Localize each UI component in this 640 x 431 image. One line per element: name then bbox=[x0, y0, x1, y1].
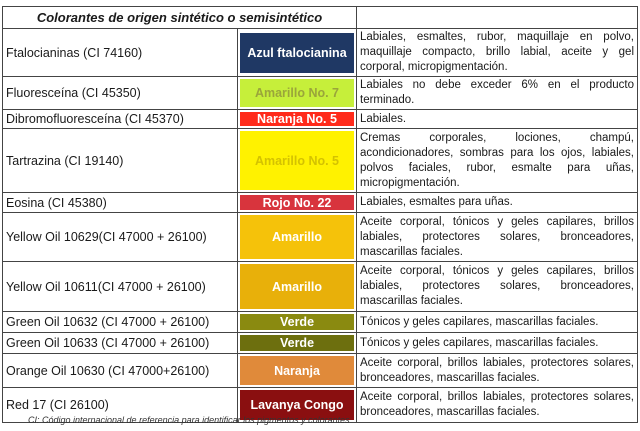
colorant-name: Green Oil 10632 (CI 47000 + 26100) bbox=[3, 312, 238, 333]
header-empty-cell bbox=[357, 7, 638, 29]
table-row bbox=[3, 29, 638, 77]
color-swatch: Amarillo bbox=[240, 264, 354, 309]
table-row bbox=[3, 354, 638, 388]
table-title: Colorantes de origen sintético o semisintético bbox=[3, 7, 357, 29]
color-swatch: Verde bbox=[240, 314, 354, 330]
uses-text: Aceite corporal, tónicos y geles capilares, brillos labiales, protectores solares, bronceadores, mascarillas faciales. bbox=[357, 213, 638, 262]
colorant-name: Ftalocianinas (CI 74160) bbox=[3, 29, 238, 77]
uses-text: Tónicos y geles capilares, mascarillas faciales. bbox=[357, 312, 638, 333]
uses-text: Tónicos y geles capilares, mascarillas faciales. bbox=[357, 333, 638, 354]
color-swatch-cell bbox=[238, 193, 357, 213]
color-swatch-cell bbox=[238, 29, 357, 77]
color-swatch-cell bbox=[238, 354, 357, 388]
uses-text: Cremas corporales, lociones, champú, acondicionadores, sombras para los ojos, labiales, polvos faciales, rubor, esmalte para uñas, micropigmentación. bbox=[357, 129, 638, 193]
color-swatch: Azul ftalocianina bbox=[240, 33, 354, 73]
color-swatch-cell bbox=[238, 213, 357, 262]
colorant-name: Red 17 (CI 26100) bbox=[3, 388, 238, 423]
colorant-name: Yellow Oil 10629(CI 47000 + 26100) bbox=[3, 213, 238, 262]
color-swatch-cell bbox=[238, 312, 357, 333]
colorant-name: Yellow Oil 10611(CI 47000 + 26100) bbox=[3, 262, 238, 312]
colorants-table bbox=[2, 6, 638, 423]
colorant-name: Tartrazina (CI 19140) bbox=[3, 129, 238, 193]
uses-text: Labiales, esmaltes, rubor, maquillaje en polvo, maquillaje compacto, brillo labial, aceite y gel corporal, micropigmentación. bbox=[357, 29, 638, 77]
color-swatch: Lavanya Congo bbox=[240, 390, 354, 420]
uses-text: Aceite corporal, tónicos y geles capilares, brillos labiales, protectores solares, bronceadores, mascarillas faciales. bbox=[357, 262, 638, 312]
table-row bbox=[3, 333, 638, 354]
color-swatch: Verde bbox=[240, 335, 354, 351]
colorant-name: Orange Oil 10630 (CI 47000+26100) bbox=[3, 354, 238, 388]
colorant-name: Green Oil 10633 (CI 47000 + 26100) bbox=[3, 333, 238, 354]
table-row bbox=[3, 262, 638, 312]
color-swatch: Amarillo No. 5 bbox=[240, 131, 354, 190]
color-swatch-cell bbox=[238, 262, 357, 312]
table-row bbox=[3, 129, 638, 193]
color-swatch: Naranja bbox=[240, 356, 354, 385]
table-row bbox=[3, 77, 638, 110]
color-swatch: Naranja No. 5 bbox=[240, 112, 354, 126]
uses-text: Aceite corporal, brillos labiales, protectores solares, bronceadores, mascarillas faciales. bbox=[357, 354, 638, 388]
table-row bbox=[3, 193, 638, 213]
uses-text: Labiales. bbox=[357, 110, 638, 129]
table-row bbox=[3, 110, 638, 129]
table-header-row bbox=[3, 7, 638, 29]
color-swatch: Amarillo No. 7 bbox=[240, 79, 354, 107]
uses-text: Aceite corporal, brillos labiales, protectores solares, bronceadores, mascarillas faciales. bbox=[357, 388, 638, 423]
colorant-name: Dibromofluoresceína (CI 45370) bbox=[3, 110, 238, 129]
color-swatch-cell bbox=[238, 77, 357, 110]
color-swatch-cell bbox=[238, 110, 357, 129]
colorant-name: Eosina (CI 45380) bbox=[3, 193, 238, 213]
uses-text: Labiales, esmaltes para uñas. bbox=[357, 193, 638, 213]
table-row bbox=[3, 312, 638, 333]
color-swatch: Rojo No. 22 bbox=[240, 195, 354, 210]
color-swatch-cell bbox=[238, 129, 357, 193]
color-swatch: Amarillo bbox=[240, 215, 354, 259]
uses-text: Labiales no debe exceder 6% en el producto terminado. bbox=[357, 77, 638, 110]
color-swatch-cell bbox=[238, 333, 357, 354]
table-row bbox=[3, 213, 638, 262]
footnote: CI: Código internacional de referencia para identificar los pigmentos y colorantes bbox=[28, 415, 350, 425]
colorant-name: Fluoresceína (CI 45350) bbox=[3, 77, 238, 110]
